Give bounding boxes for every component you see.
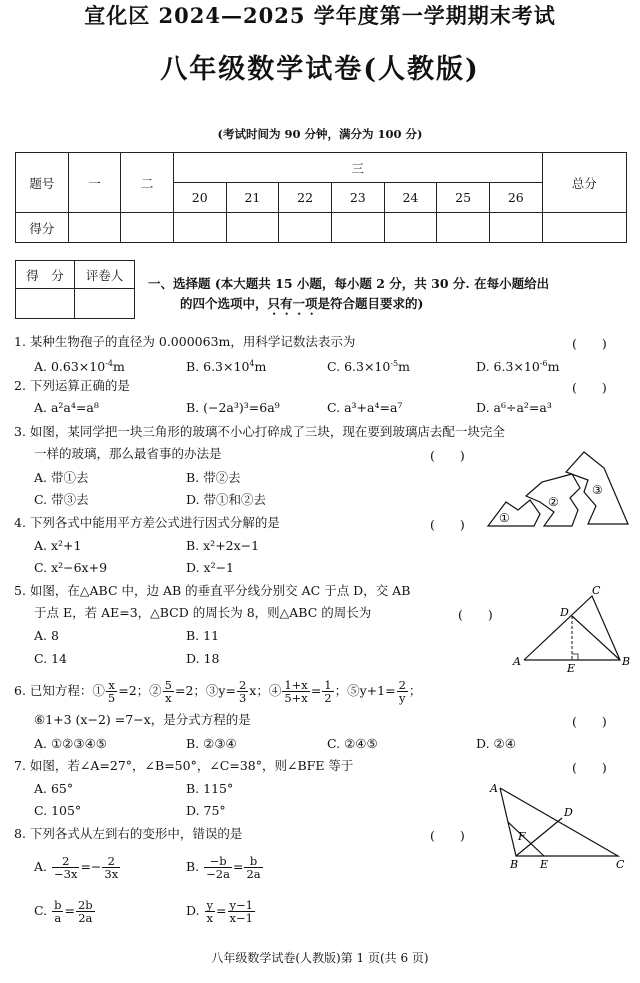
paper-title: 八年级数学试卷(人教版) — [160, 54, 480, 85]
q5-option-a[interactable]: A. 8 — [34, 628, 59, 643]
q8-d-l-den: x — [206, 911, 214, 925]
q7-segment-ef — [508, 822, 544, 856]
q6-prefix: 6. 已知方程：① — [14, 683, 105, 698]
q8-stem: 8. 下列各式从左到右的变形中，错误的是 — [14, 826, 243, 841]
q1-d-text: D. 6.3×10 — [476, 359, 540, 375]
q6-option-a[interactable]: A. ①②③④⑤ — [34, 736, 108, 751]
q5-triangle-figure — [510, 582, 634, 674]
q3-answer[interactable]: ( ) — [430, 448, 465, 463]
q8-d-label: D. — [186, 903, 200, 918]
q6-eq1-tail: =2；② — [118, 683, 162, 698]
q2-option-d[interactable]: D. a⁶÷a²=a³ — [476, 400, 552, 415]
q8-a-label: A. — [34, 859, 48, 874]
q1-option-d[interactable] — [476, 356, 559, 375]
q8-b-left-fraction — [204, 855, 232, 880]
sub-col: 23 — [331, 183, 384, 213]
q6-eq4-tail: ；⑤y+1= — [334, 683, 396, 698]
q8-c-right-fraction — [76, 899, 95, 924]
q8-c-mid: = — [64, 903, 75, 918]
q1-c-exp: -5 — [390, 359, 399, 368]
grader-box — [15, 260, 135, 319]
q6-eq3-tail: x；④ — [249, 683, 282, 698]
q5-option-b[interactable]: B. 11 — [186, 628, 220, 643]
q8-option-d[interactable] — [186, 896, 256, 926]
q6-eq3-num: 2 — [238, 678, 247, 692]
q7-stem: 7. 如图，若∠A=27°，∠B=50°，∠C=38°，则∠BFE 等于 — [14, 758, 354, 773]
col-section-2: 二 — [121, 153, 174, 213]
q3-label-2: ② — [548, 495, 559, 509]
q8-c-r-num: 2b — [77, 898, 93, 912]
q7-option-a[interactable]: A. 65° — [34, 781, 74, 796]
col-section-3: 三 — [173, 153, 542, 183]
section1-heading-a: 的四个选项中， — [180, 296, 268, 311]
q1-option-b[interactable] — [186, 356, 266, 375]
q8-a-l-num: 2 — [52, 855, 79, 868]
q3-option-d[interactable]: D. 带①和②去 — [186, 492, 267, 507]
q1-option-c[interactable] — [327, 356, 410, 375]
q1-answer[interactable]: ( ) — [572, 336, 607, 351]
q6-eq4-fraction — [282, 679, 309, 704]
q5-right-angle — [572, 654, 578, 660]
score-cell[interactable] — [121, 213, 174, 243]
q1-d-unit: m — [547, 359, 560, 375]
q6-option-c[interactable]: C. ②④⑤ — [327, 736, 378, 751]
q7-label-f: F — [518, 830, 526, 843]
q1-stem: 1. 某种生物孢子的直径为 0.000063m，用科学记数法表示为 — [14, 334, 356, 349]
q8-b-mid: = — [232, 859, 244, 874]
grader-score-label: 得 分 — [16, 261, 75, 289]
sub-col: 22 — [279, 183, 332, 213]
q8-b-l-den: −2a — [206, 867, 230, 881]
q6-option-b[interactable]: B. ②③④ — [186, 736, 237, 751]
q3-label-3: ③ — [592, 483, 603, 497]
q7-option-b[interactable]: B. 115° — [186, 781, 234, 796]
q8-option-a[interactable] — [34, 852, 121, 882]
q6-option-d[interactable]: D. ②④ — [476, 736, 516, 751]
q6-eq1-fraction — [106, 679, 117, 704]
q5-label-c: C — [592, 584, 601, 597]
q3-option-b[interactable]: B. 带②去 — [186, 470, 241, 485]
row-label-score: 得分 — [16, 213, 69, 243]
q6-equations — [14, 676, 421, 706]
q4-option-a[interactable]: A. x²+1 — [34, 538, 82, 553]
q8-d-mid: = — [216, 903, 227, 918]
q6-eq5-fraction — [397, 679, 408, 704]
q1-b-unit: m — [254, 359, 267, 375]
q8-c-l-num: b — [54, 898, 62, 912]
score-cell[interactable] — [542, 213, 626, 243]
section1-heading-c: 是符合题目要求的) — [317, 296, 424, 311]
q8-b-r-num: b — [244, 855, 262, 868]
q6-eq4-den: 5+x — [284, 691, 308, 705]
q5-label-e: E — [567, 662, 576, 674]
q1-c-text: C. 6.3×10 — [327, 359, 391, 375]
score-cell[interactable] — [173, 213, 226, 243]
q7-label-c: C — [616, 858, 625, 871]
q3-option-c[interactable]: C. 带③去 — [34, 492, 89, 507]
q6-eq2-tail: =2；③y= — [175, 683, 236, 698]
sub-col: 20 — [173, 183, 226, 213]
q1-a-unit: m — [112, 359, 125, 375]
exam-info: (考试时间为 90 分钟，满分为 100 分) — [217, 127, 423, 141]
q7-label-b: B — [510, 858, 519, 871]
q8-a-left-fraction — [52, 855, 79, 880]
q4-option-d[interactable]: D. x²−1 — [186, 560, 235, 575]
q8-d-r-den: x−1 — [229, 911, 253, 925]
q7-answer[interactable]: ( ) — [572, 760, 607, 775]
q8-answer[interactable]: ( ) — [430, 828, 465, 843]
q8-c-left-fraction — [52, 899, 63, 924]
q4-option-b[interactable]: B. x²+2x−1 — [186, 538, 260, 553]
q5-option-d[interactable]: D. 18 — [186, 651, 220, 666]
q6-eq5-den: y — [399, 691, 406, 705]
q1-b-text: B. 6.3×10 — [186, 359, 250, 375]
q5-label-b: B — [622, 655, 631, 668]
q5-stem-line1: 5. 如图，在△ABC 中，边 AB 的垂直平分线分别交 AC 于点 D，交 AB — [14, 583, 411, 598]
q8-a-r-num: 2 — [102, 855, 120, 868]
q8-option-c[interactable] — [34, 896, 96, 926]
q8-b-r-den: 2a — [246, 867, 261, 881]
q6-answer[interactable]: ( ) — [572, 714, 607, 729]
q7-label-d: D — [564, 806, 573, 819]
q8-d-l-num: y — [206, 898, 214, 912]
exam-title: 宣化区 2024—2025 学年度第一学期期末考试 — [84, 3, 556, 28]
score-cell[interactable] — [384, 213, 437, 243]
q5-label-a: A — [513, 655, 521, 668]
q6-eq3-fraction — [237, 679, 248, 704]
q6-eq1-den: 5 — [107, 691, 116, 705]
q5-answer[interactable]: ( ) — [458, 607, 493, 622]
q1-option-a[interactable] — [34, 356, 125, 375]
q1-b-exp: 4 — [249, 359, 255, 368]
section1-heading-emphasis: 只有一项 — [267, 296, 318, 311]
q1-a-text: A. 0.63×10 — [34, 359, 106, 375]
q6-eq4r-den: 2 — [324, 691, 332, 705]
q6-eq4-mid: = — [310, 683, 322, 698]
grader-label: 评卷人 — [75, 261, 135, 289]
q8-c-l-den: a — [54, 911, 62, 925]
q8-b-label: B. — [186, 859, 200, 874]
q3-option-a[interactable]: A. 带①去 — [34, 470, 89, 485]
q8-a-right-fraction — [102, 855, 120, 880]
q8-c-label: C. — [34, 903, 48, 918]
q2-option-c[interactable]: C. a³+a⁴=a⁷ — [327, 400, 403, 415]
q8-d-right-fraction — [228, 899, 255, 924]
q1-c-unit: m — [398, 359, 410, 375]
q4-answer[interactable]: ( ) — [430, 517, 465, 532]
q7-label-e: E — [540, 858, 549, 871]
q6-eq3-den: 3 — [238, 691, 247, 705]
score-cell[interactable] — [226, 213, 279, 243]
row-label-question: 题号 — [16, 153, 69, 213]
q8-b-l-num: −b — [204, 855, 232, 868]
q8-a-r-den: 3x — [104, 867, 119, 881]
q6-eq4r-fraction — [322, 679, 333, 704]
q7-triangle-figure — [484, 778, 632, 872]
q8-b-right-fraction — [244, 855, 262, 880]
q7-option-c[interactable]: C. 105° — [34, 803, 82, 818]
q3-broken-glass-figure — [484, 444, 634, 530]
q5-option-c[interactable]: C. 14 — [34, 651, 67, 666]
q5-segment-bd — [572, 616, 620, 660]
score-table — [15, 152, 627, 243]
q8-d-r-num: y−1 — [229, 898, 253, 912]
sub-col: 25 — [437, 183, 490, 213]
q8-option-b[interactable] — [186, 852, 264, 882]
score-cell[interactable] — [331, 213, 384, 243]
q6-eq4r-num: 1 — [324, 678, 332, 692]
q6-eq2-num: 5 — [164, 678, 172, 692]
q7-triangle-abc — [500, 788, 618, 856]
q1-d-exp: -6 — [539, 359, 548, 368]
q6-eq2-fraction — [163, 679, 174, 704]
q6-eq2-den: x — [165, 691, 172, 705]
q8-a-mid: =− — [80, 859, 102, 874]
section1-heading-line1: 一、选择题 (本大题共 15 小题，每小题 2 分，共 30 分. 在每小题给出 — [148, 276, 550, 291]
col-total: 总分 — [542, 153, 626, 213]
q5-stem-line2: 于点 E，若 AE=3，△BCD 的周长为 8，则△ABC 的周长为 — [34, 605, 372, 620]
score-cell[interactable] — [437, 213, 490, 243]
q7-option-d[interactable]: D. 75° — [186, 803, 226, 818]
q8-a-l-den: −3x — [54, 867, 78, 881]
score-cell[interactable] — [279, 213, 332, 243]
q6-eq5-tail: ； — [408, 683, 422, 698]
q5-label-d: D — [560, 606, 569, 619]
q2-option-a[interactable]: A. a²a⁴=a⁸ — [34, 400, 99, 415]
q3-piece-1 — [488, 500, 540, 526]
q4-stem: 4. 下列各式中能用平方差公式进行因式分解的是 — [14, 515, 280, 530]
q3-label-1: ① — [499, 511, 510, 525]
q2-answer[interactable]: ( ) — [572, 380, 607, 395]
sub-col: 26 — [489, 183, 542, 213]
q8-c-r-den: 2a — [78, 911, 93, 925]
score-cell[interactable] — [489, 213, 542, 243]
q6-line2: ⑥1+3 (x−2) =7−x，是分式方程的是 — [34, 712, 251, 727]
q3-stem-line2: 一样的玻璃，那么最省事的办法是 — [34, 446, 222, 461]
col-section-1: 一 — [68, 153, 121, 213]
section1-heading-line2 — [180, 296, 423, 318]
q8-d-left-fraction — [205, 899, 216, 924]
page-footer: 八年级数学试卷(人教版)第 1 页(共 6 页) — [211, 951, 429, 965]
q7-label-a: A — [490, 782, 498, 795]
q1-a-exp: -4 — [105, 359, 113, 368]
q4-option-c[interactable]: C. x²−6x+9 — [34, 560, 108, 575]
q3-stem-line1: 3. 如图，某同学把一块三角形的玻璃不小心打碎成了三块，现在要到玻璃店去配一块完全 — [14, 424, 505, 439]
q6-eq4-num: 1+x — [284, 678, 308, 692]
q2-stem: 2. 下列运算正确的是 — [14, 378, 130, 393]
grader-score-cell[interactable] — [16, 289, 75, 319]
score-cell[interactable] — [68, 213, 121, 243]
q2-option-b[interactable]: B. (−2a³)³=6a⁹ — [186, 400, 280, 415]
sub-col: 21 — [226, 183, 279, 213]
q6-eq5-num: 2 — [398, 678, 406, 692]
sub-col: 24 — [384, 183, 437, 213]
q6-eq1-num: x — [106, 679, 117, 692]
grader-name-cell[interactable] — [75, 289, 135, 319]
